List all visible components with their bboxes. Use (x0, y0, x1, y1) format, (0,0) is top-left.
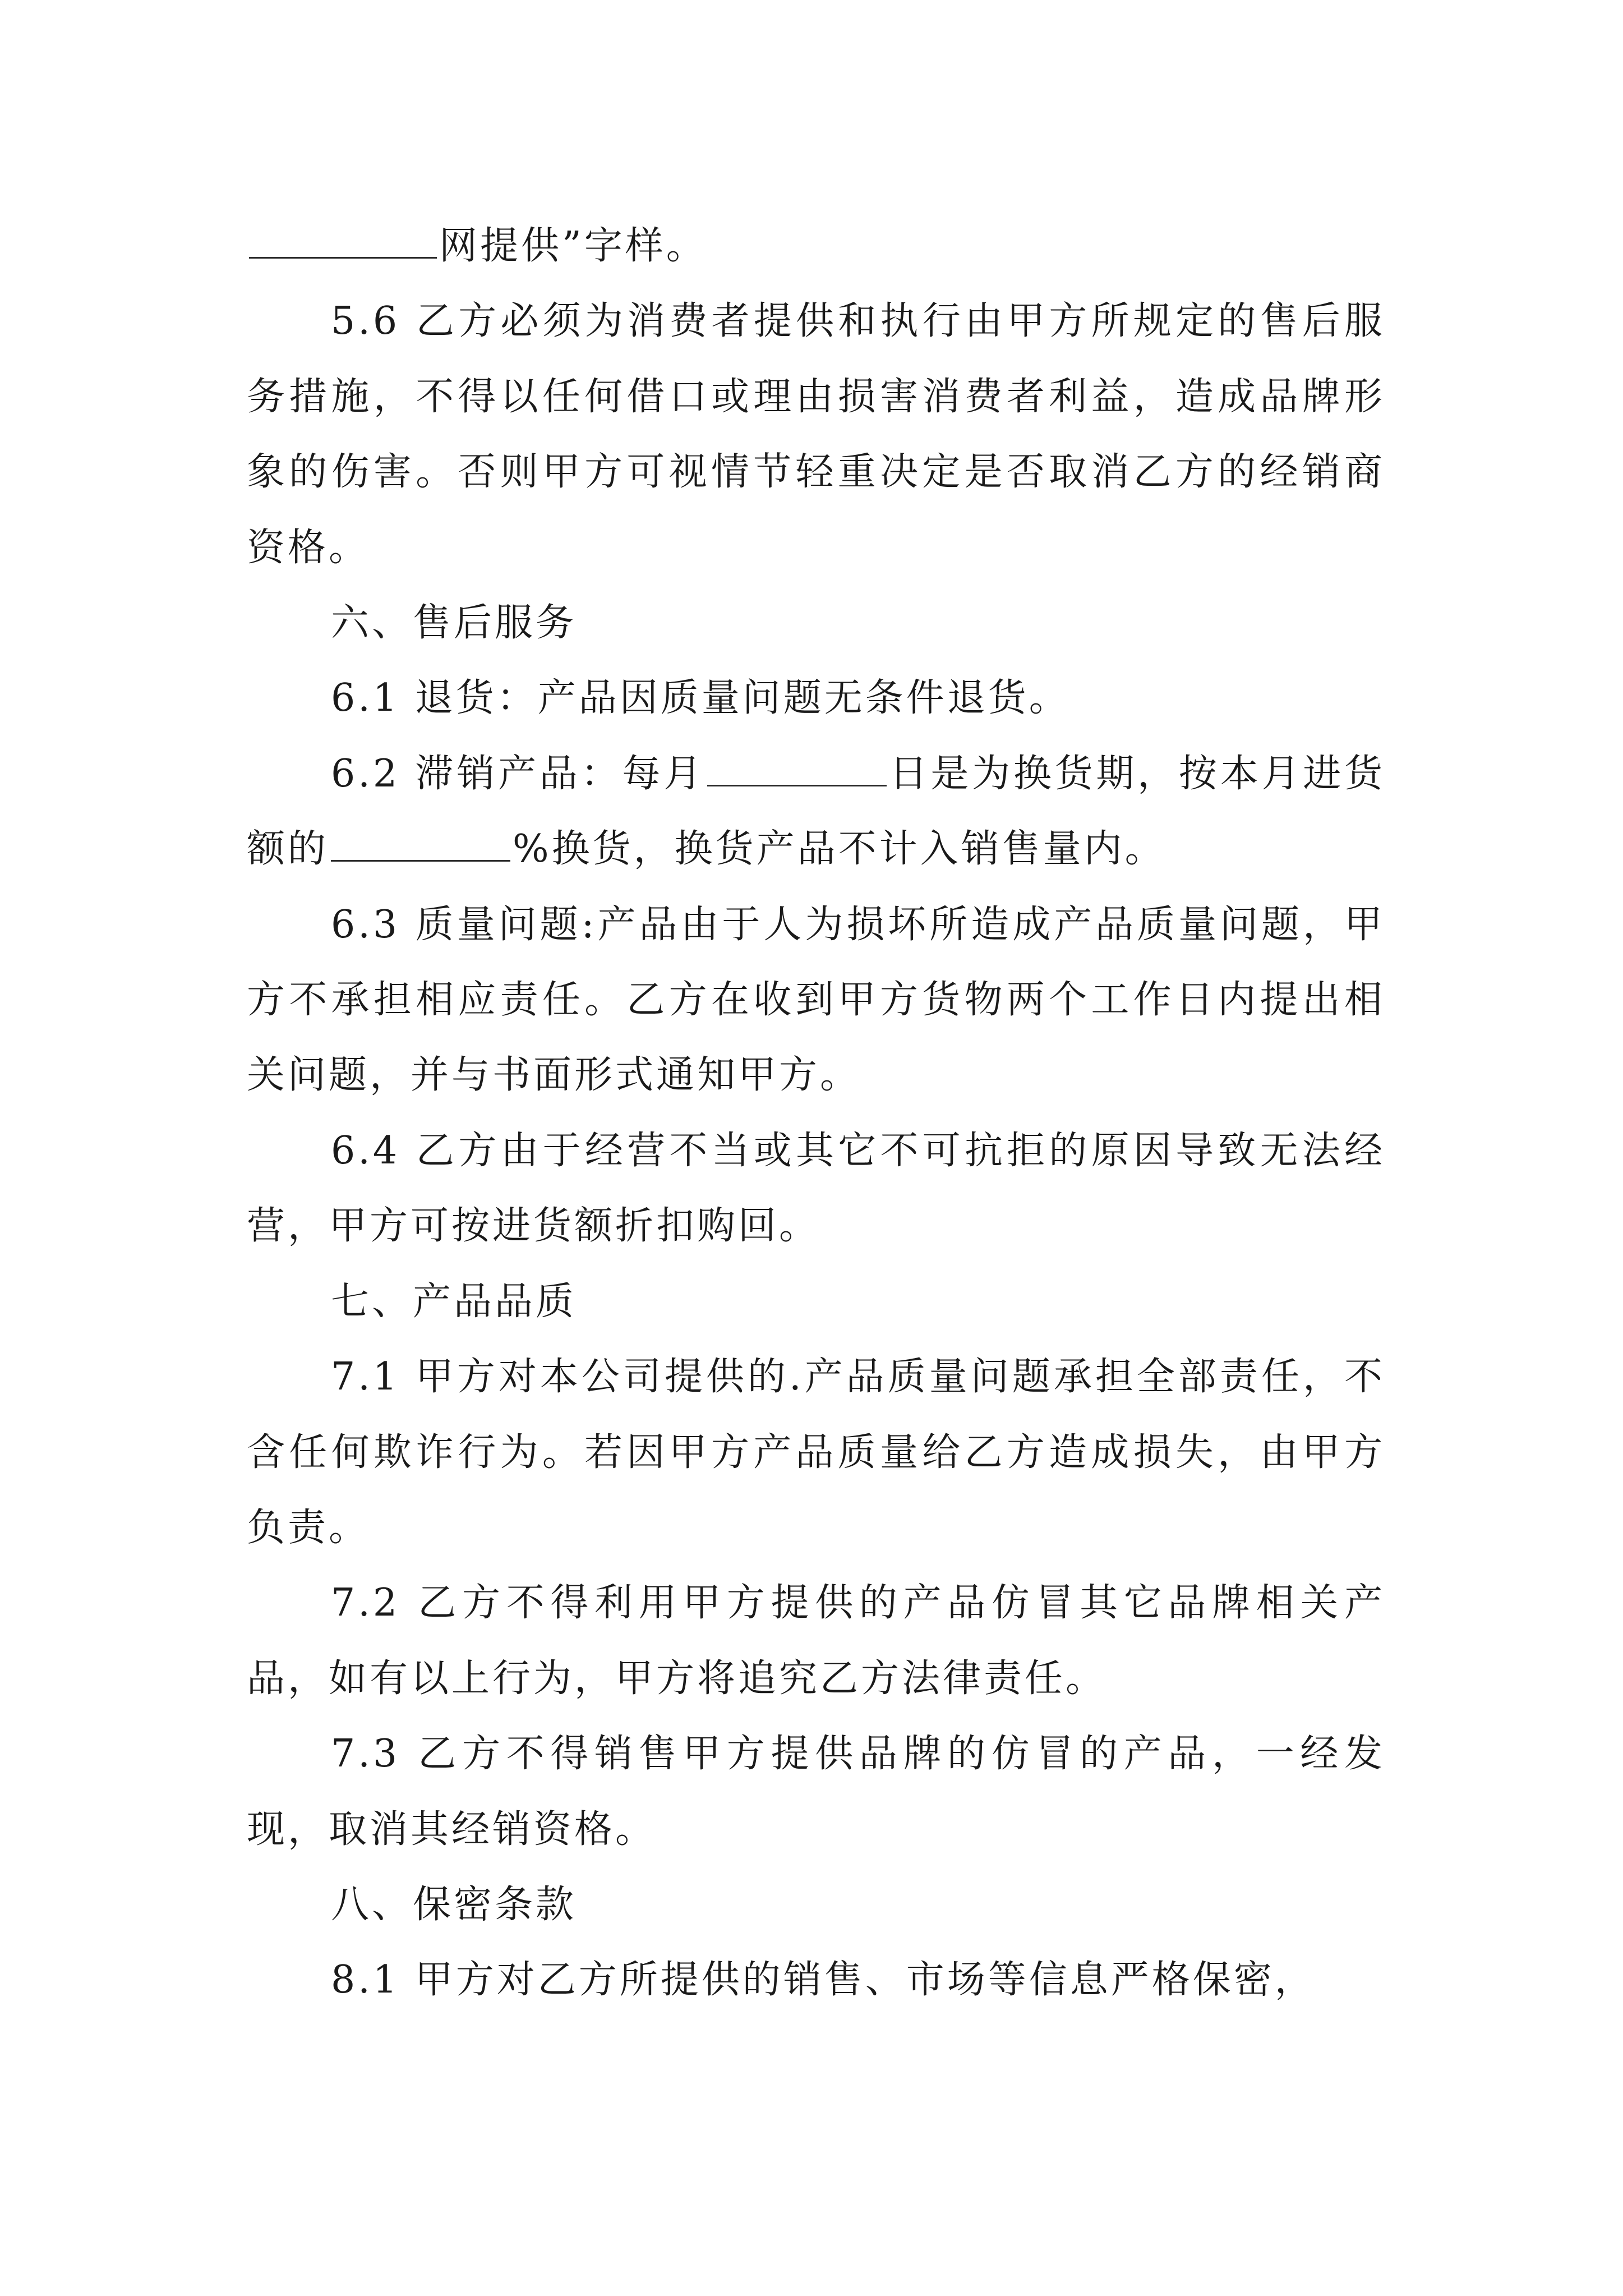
clause-text: %换货，换货产品不计入销售量内。 (513, 827, 1166, 872)
clause-5-6: 5.6 乙方必须为消费者提供和执行由甲方所规定的售后服务措施，不得以任何借口或理由损害消费者利益，造成品牌形象的伤害。否则甲方可视情节轻重决定是否取消乙方的经销商资格。 (247, 299, 1385, 570)
clause-text: 日是为换货期，按本月进货额的 (247, 751, 1385, 872)
clause-text: 6.2 滞销产品：每月 (331, 751, 705, 796)
clause-6-4: 6.4 乙方由于经营不当或其它不可抗拒的原因导致无法经营，甲方可按进货额折扣购回。 (247, 1128, 1385, 1249)
document-body (247, 209, 1385, 2018)
clause-6-3: 6.3 质量问题:产品由于人为损坏所造成产品质量问题，甲方不承担相应责任。乙方在收到甲方货物两个工作日内提出相关问题，并与书面形式通知甲方。 (247, 902, 1385, 1098)
paragraph-continuation (247, 209, 1385, 284)
fill-in-blank (707, 744, 887, 786)
fill-in-blank (331, 820, 510, 862)
section-heading-7: 七、产品品质 (331, 1279, 577, 1324)
section-heading-8: 八、保密条款 (331, 1882, 577, 1927)
clause-6-1: 6.1 退货：产品因质量问题无条件退货。 (331, 676, 1070, 721)
clause-7-2: 7.2 乙方不得利用甲方提供的产品仿冒其它品牌相关产品，如有以上行为，甲方将追究乙方法律责任。 (247, 1581, 1385, 1701)
clause-6-2 (247, 737, 1385, 887)
paragraph-text: 网提供”字样。 (439, 224, 707, 268)
fill-in-blank (249, 217, 437, 259)
section-heading-6: 六、售后服务 (331, 601, 577, 646)
clause-7-1: 7.1 甲方对本公司提供的.产品质量问题承担全部责任，不含任何欺诈行为。若因甲方产品质量给乙方造成损失，由甲方负责。 (247, 1355, 1385, 1550)
clause-7-3: 7.3 乙方不得销售甲方提供品牌的仿冒的产品，一经发现，取消其经销资格。 (247, 1732, 1385, 1852)
clause-8-1: 8.1 甲方对乙方所提供的销售、市场等信息严格保密， (331, 1958, 1316, 2003)
